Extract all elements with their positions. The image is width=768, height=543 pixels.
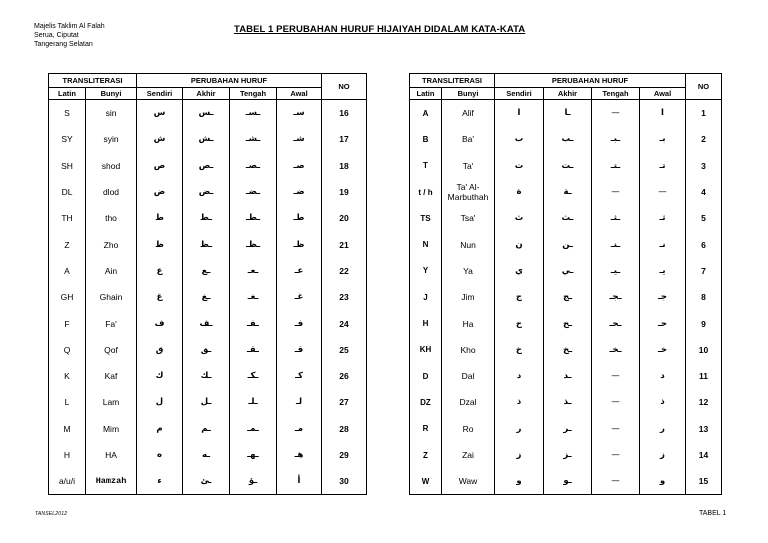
cell-latin: T [410, 153, 442, 179]
header-latin: Latin [410, 88, 442, 100]
cell-akhir: ـظ [183, 231, 230, 257]
cell-sendiri: ط [137, 205, 183, 231]
header-akhir: Akhir [183, 88, 230, 100]
cell-bunyi: Ta' [442, 153, 495, 179]
cell-sendiri: خ [495, 337, 544, 363]
table-row [49, 179, 367, 205]
cell-tengah: — [592, 179, 640, 205]
header-sendiri: Sendiri [495, 88, 544, 100]
cell-awal: جـ [640, 284, 686, 310]
cell-no: 7 [686, 258, 722, 284]
cell-latin: Z [49, 231, 86, 257]
cell-awal: صـ [277, 153, 322, 179]
cell-bunyi: Dal [442, 363, 495, 389]
cell-awal: تـ [640, 153, 686, 179]
header-awal: Awal [277, 88, 322, 100]
cell-latin: D [410, 363, 442, 389]
table-row [410, 442, 722, 468]
cell-tengah: ـثـ [592, 205, 640, 231]
cell-latin: J [410, 284, 442, 310]
cell-akhir: ـح [544, 310, 592, 336]
cell-no: 21 [322, 231, 367, 257]
cell-tengah: ـنـ [592, 231, 640, 257]
cell-tengah: ـيـ [592, 258, 640, 284]
cell-no: 26 [322, 363, 367, 389]
cell-latin: DZ [410, 389, 442, 415]
cell-bunyi: shod [86, 153, 137, 179]
cell-bunyi: Qof [86, 337, 137, 363]
cell-akhir: ـخ [544, 337, 592, 363]
cell-awal: و [640, 468, 686, 495]
cell-tengah: ـفـ [230, 310, 277, 336]
cell-akhir: ـز [544, 442, 592, 468]
cell-sendiri: ش [137, 126, 183, 152]
header-latin: Latin [49, 88, 86, 100]
cell-sendiri: ي [495, 258, 544, 284]
cell-no: 22 [322, 258, 367, 284]
table-row [49, 442, 367, 468]
cell-awal: قـ [277, 337, 322, 363]
cell-akhir: ـف [183, 310, 230, 336]
cell-akhir: ـد [544, 363, 592, 389]
cell-awal: شـ [277, 126, 322, 152]
cell-bunyi: Jim [442, 284, 495, 310]
cell-awal: هـ [277, 442, 322, 468]
cell-latin: N [410, 231, 442, 257]
cell-tengah: ـصـ [230, 153, 277, 179]
table-row [410, 179, 722, 205]
cell-bunyi: sin [86, 100, 137, 127]
cell-bunyi: Ro [442, 416, 495, 442]
cell-latin: R [410, 416, 442, 442]
cell-tengah: — [592, 100, 640, 127]
cell-awal: نـ [640, 231, 686, 257]
cell-tengah: ـحـ [592, 310, 640, 336]
cell-sendiri: ح [495, 310, 544, 336]
cell-sendiri: و [495, 468, 544, 495]
cell-latin: H [49, 442, 86, 468]
cell-bunyi: Ya [442, 258, 495, 284]
cell-latin: Q [49, 337, 86, 363]
cell-awal: عـ [277, 258, 322, 284]
cell-bunyi: Hamzah [86, 468, 137, 495]
cell-awal: ز [640, 442, 686, 468]
table-row [410, 337, 722, 363]
cell-no: 19 [322, 179, 367, 205]
cell-no: 9 [686, 310, 722, 336]
cell-tengah: ـمـ [230, 416, 277, 442]
cell-no: 25 [322, 337, 367, 363]
header-tengah: Tengah [230, 88, 277, 100]
cell-sendiri: ة [495, 179, 544, 205]
cell-latin: L [49, 389, 86, 415]
cell-tengah: ـجـ [592, 284, 640, 310]
cell-bunyi: HA [86, 442, 137, 468]
cell-sendiri: ا [495, 100, 544, 127]
cell-akhir: ـث [544, 205, 592, 231]
cell-awal: خـ [640, 337, 686, 363]
cell-awal: طـ [277, 205, 322, 231]
cell-sendiri: غ [137, 284, 183, 310]
cell-latin: H [410, 310, 442, 336]
cell-sendiri: م [137, 416, 183, 442]
organization-block [34, 22, 105, 49]
cell-akhir: ـج [544, 284, 592, 310]
cell-latin: SH [49, 153, 86, 179]
cell-awal: غـ [277, 284, 322, 310]
cell-latin: K [49, 363, 86, 389]
cell-latin: TS [410, 205, 442, 231]
cell-latin: KH [410, 337, 442, 363]
table-row [410, 468, 722, 495]
cell-akhir: ـغ [183, 284, 230, 310]
cell-latin: B [410, 126, 442, 152]
cell-awal: سـ [277, 100, 322, 127]
cell-akhir: ـق [183, 337, 230, 363]
cell-sendiri: ن [495, 231, 544, 257]
cell-akhir: ـش [183, 126, 230, 152]
cell-bunyi: Lam [86, 389, 137, 415]
table-row [410, 258, 722, 284]
cell-latin: SY [49, 126, 86, 152]
table-row [49, 205, 367, 231]
cell-akhir: ـن [544, 231, 592, 257]
cell-latin: a/u/i [49, 468, 86, 495]
cell-awal: ذ [640, 389, 686, 415]
cell-bunyi: Nun [442, 231, 495, 257]
header-perubahan-huruf: PERUBAHAN HURUF [495, 74, 686, 88]
cell-latin: M [49, 416, 86, 442]
cell-bunyi: Kaf [86, 363, 137, 389]
cell-bunyi: Ba' [442, 126, 495, 152]
org-line: Majelis Taklim Al Falah [34, 23, 105, 30]
cell-no: 11 [686, 363, 722, 389]
cell-no: 20 [322, 205, 367, 231]
cell-no: 1 [686, 100, 722, 127]
footer-code: TANSEL2012 [35, 511, 68, 517]
cell-sendiri: ت [495, 153, 544, 179]
table-row [49, 100, 367, 127]
header-no: NO [322, 74, 367, 100]
cell-sendiri: ر [495, 416, 544, 442]
cell-tengah: ـقـ [230, 337, 277, 363]
header-transliterasi: TRANSLITERASI [410, 74, 495, 88]
cell-akhir: ـص [183, 153, 230, 179]
cell-latin: Z [410, 442, 442, 468]
table-row [49, 363, 367, 389]
cell-sendiri: ص [137, 153, 183, 179]
cell-akhir: ـك [183, 363, 230, 389]
cell-no: 18 [322, 153, 367, 179]
cell-latin: F [49, 310, 86, 336]
cell-awal: بـ [640, 126, 686, 152]
cell-no: 3 [686, 153, 722, 179]
cell-sendiri: ث [495, 205, 544, 231]
cell-latin: W [410, 468, 442, 495]
table-row [410, 284, 722, 310]
cell-awal: ظـ [277, 231, 322, 257]
cell-no: 24 [322, 310, 367, 336]
cell-awal: يـ [640, 258, 686, 284]
cell-sendiri: ء [137, 468, 183, 495]
cell-awal: لـ [277, 389, 322, 415]
table-row [49, 310, 367, 336]
cell-no: 14 [686, 442, 722, 468]
cell-tengah: ـسـ [230, 100, 277, 127]
cell-sendiri: ز [495, 442, 544, 468]
cell-tengah: ـلـ [230, 389, 277, 415]
table-row [410, 389, 722, 415]
table-row [410, 416, 722, 442]
table-row [49, 389, 367, 415]
cell-bunyi: Kho [442, 337, 495, 363]
cell-tengah: — [592, 389, 640, 415]
cell-akhir: ـع [183, 258, 230, 284]
cell-sendiri: ه [137, 442, 183, 468]
cell-akhir: ـذ [544, 389, 592, 415]
cell-awal: أ [277, 468, 322, 495]
cell-no: 12 [686, 389, 722, 415]
cell-akhir: ـم [183, 416, 230, 442]
table-row [410, 231, 722, 257]
cell-tengah: — [592, 363, 640, 389]
cell-tengah: ـضـ [230, 179, 277, 205]
cell-no: 10 [686, 337, 722, 363]
header-akhir: Akhir [544, 88, 592, 100]
cell-sendiri: ب [495, 126, 544, 152]
cell-bunyi: Ghain [86, 284, 137, 310]
table-right [409, 73, 722, 495]
cell-no: 30 [322, 468, 367, 495]
cell-bunyi: Alif [442, 100, 495, 127]
cell-bunyi: Mim [86, 416, 137, 442]
cell-sendiri: ذ [495, 389, 544, 415]
cell-awal: مـ [277, 416, 322, 442]
cell-tengah: ـتـ [592, 153, 640, 179]
org-line: Tangerang Selatan [34, 41, 93, 48]
cell-no: 5 [686, 205, 722, 231]
cell-akhir: ـس [183, 100, 230, 127]
header-bunyi: Bunyi [442, 88, 495, 100]
cell-akhir: ـي [544, 258, 592, 284]
cell-no: 29 [322, 442, 367, 468]
cell-bunyi: syin [86, 126, 137, 152]
cell-tengah: ـعـ [230, 258, 277, 284]
cell-sendiri: ك [137, 363, 183, 389]
cell-sendiri: ظ [137, 231, 183, 257]
cell-awal: حـ [640, 310, 686, 336]
cell-akhir: ـه [183, 442, 230, 468]
table-row [49, 153, 367, 179]
cell-latin: S [49, 100, 86, 127]
cell-no: 16 [322, 100, 367, 127]
header-bunyi: Bunyi [86, 88, 137, 100]
cell-latin: A [49, 258, 86, 284]
header-transliterasi: TRANSLITERASI [49, 74, 137, 88]
cell-tengah: — [592, 468, 640, 495]
cell-akhir: ـض [183, 179, 230, 205]
cell-akhir: ـة [544, 179, 592, 205]
cell-sendiri: ل [137, 389, 183, 415]
table-row [410, 310, 722, 336]
cell-bunyi: Ha [442, 310, 495, 336]
cell-latin: Y [410, 258, 442, 284]
cell-bunyi: Ta' Al-Marbuthah [442, 179, 495, 205]
cell-tengah: ـؤ [230, 468, 277, 495]
cell-awal: ا [640, 100, 686, 127]
cell-tengah: ـهـ [230, 442, 277, 468]
cell-latin: A [410, 100, 442, 127]
header-tengah: Tengah [592, 88, 640, 100]
cell-akhir: ـا [544, 100, 592, 127]
page-title: TABEL 1 PERUBAHAN HURUF HIJAIYAH DIDALAM KATA-KATA [234, 24, 526, 35]
cell-bunyi: Zho [86, 231, 137, 257]
cell-no: 8 [686, 284, 722, 310]
cell-tengah: ـكـ [230, 363, 277, 389]
cell-sendiri: ض [137, 179, 183, 205]
cell-sendiri: ع [137, 258, 183, 284]
cell-bunyi: tho [86, 205, 137, 231]
header-no: NO [686, 74, 722, 100]
cell-latin: DL [49, 179, 86, 205]
table-row [410, 363, 722, 389]
cell-awal: ر [640, 416, 686, 442]
cell-no: 2 [686, 126, 722, 152]
cell-awal: — [640, 179, 686, 205]
table-row [49, 258, 367, 284]
cell-tengah: ـشـ [230, 126, 277, 152]
table-row [410, 153, 722, 179]
cell-bunyi: Dzal [442, 389, 495, 415]
cell-bunyi: Zai [442, 442, 495, 468]
cell-akhir: ـت [544, 153, 592, 179]
cell-tengah: ـظـ [230, 231, 277, 257]
cell-no: 23 [322, 284, 367, 310]
cell-no: 27 [322, 389, 367, 415]
cell-no: 6 [686, 231, 722, 257]
cell-bunyi: Ain [86, 258, 137, 284]
footer-table-label: TABEL 1 [699, 510, 727, 517]
cell-akhir: ـو [544, 468, 592, 495]
cell-tengah: — [592, 416, 640, 442]
table-row [49, 231, 367, 257]
table-row [410, 126, 722, 152]
cell-awal: كـ [277, 363, 322, 389]
cell-bunyi: Fa' [86, 310, 137, 336]
cell-sendiri: س [137, 100, 183, 127]
cell-tengah: ـطـ [230, 205, 277, 231]
org-line: Serua, Ciputat [34, 32, 79, 39]
cell-latin: GH [49, 284, 86, 310]
cell-no: 15 [686, 468, 722, 495]
cell-tengah: ـبـ [592, 126, 640, 152]
cell-latin: TH [49, 205, 86, 231]
cell-akhir: ـر [544, 416, 592, 442]
cell-sendiri: ق [137, 337, 183, 363]
table-left [48, 73, 367, 495]
cell-akhir: ـب [544, 126, 592, 152]
cell-awal: فـ [277, 310, 322, 336]
table-row [49, 284, 367, 310]
table-row [49, 126, 367, 152]
cell-awal: ضـ [277, 179, 322, 205]
cell-bunyi: dlod [86, 179, 137, 205]
cell-bunyi: Tsa' [442, 205, 495, 231]
cell-sendiri: د [495, 363, 544, 389]
cell-no: 13 [686, 416, 722, 442]
header-sendiri: Sendiri [137, 88, 183, 100]
cell-tengah: — [592, 442, 640, 468]
cell-sendiri: ج [495, 284, 544, 310]
table-row [410, 100, 722, 127]
table-row [410, 205, 722, 231]
table-row [49, 337, 367, 363]
header-perubahan-huruf: PERUBAHAN HURUF [137, 74, 322, 88]
table-row [49, 468, 367, 495]
cell-no: 28 [322, 416, 367, 442]
cell-latin: t / h [410, 179, 442, 205]
cell-awal: د [640, 363, 686, 389]
cell-tengah: ـغـ [230, 284, 277, 310]
cell-no: 17 [322, 126, 367, 152]
cell-akhir: ـئ [183, 468, 230, 495]
table-row [49, 416, 367, 442]
cell-akhir: ـط [183, 205, 230, 231]
cell-sendiri: ف [137, 310, 183, 336]
cell-tengah: ـخـ [592, 337, 640, 363]
cell-no: 4 [686, 179, 722, 205]
cell-akhir: ـل [183, 389, 230, 415]
cell-bunyi: Waw [442, 468, 495, 495]
header-awal: Awal [640, 88, 686, 100]
cell-awal: ثـ [640, 205, 686, 231]
